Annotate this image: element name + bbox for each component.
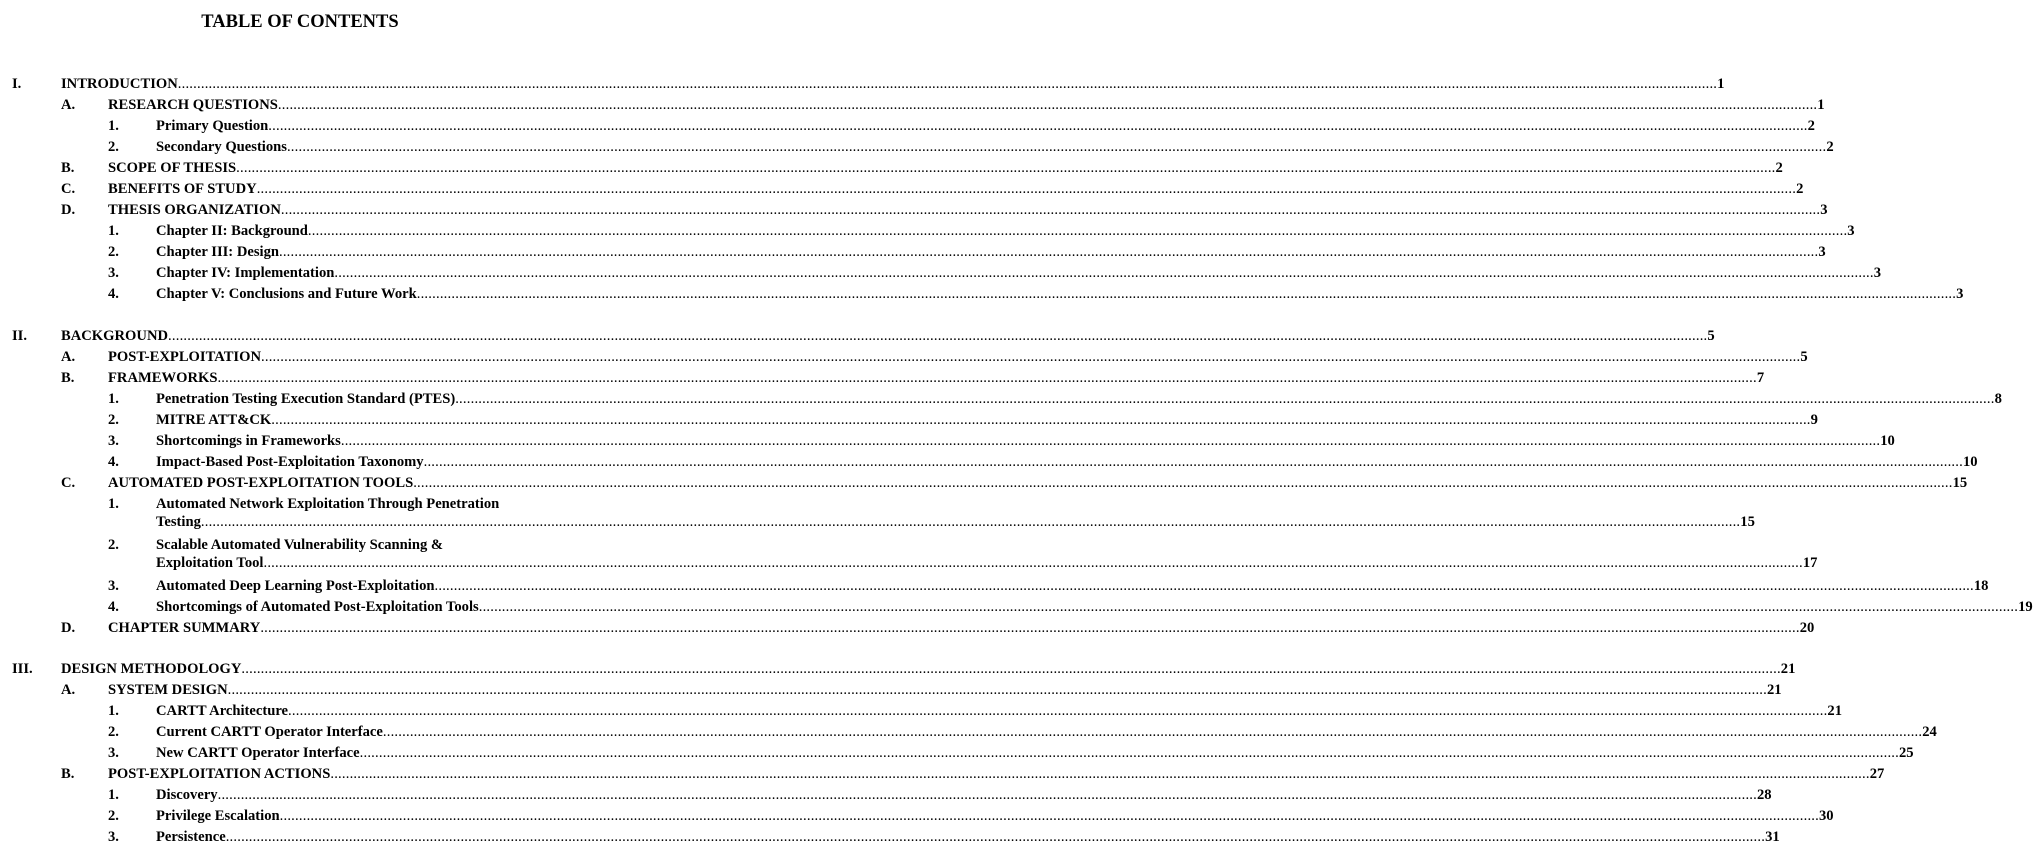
toc-entry-title: Chapter V: Conclusions and Future Work (156, 286, 417, 302)
toc-entry-title: Persistence (156, 829, 226, 845)
toc-entry-number: D. (61, 620, 76, 636)
toc-page-number: 10 (1880, 433, 1895, 449)
dot-leader: ................................................................................................................................................................................................................................................................................................................................................................................................................ (413, 475, 1953, 491)
toc-entry-title[interactable]: Scalable Automated Vulnerability Scanning & (156, 537, 444, 553)
toc-entry-link[interactable] (156, 137, 1834, 157)
dot-leader: ................................................................................................................................................................................................................................................................................................................................................................................................................ (263, 555, 1803, 571)
toc-entry-number: III. (12, 661, 33, 677)
toc-entry-link[interactable] (108, 473, 1968, 493)
dot-leader: ................................................................................................................................................................................................................................................................................................................................................................................................................ (271, 412, 1811, 428)
toc-row-subsection (0, 389, 2002, 409)
toc-row-section (0, 680, 1782, 700)
toc-entry-link[interactable] (156, 785, 1772, 805)
toc-entry-number: 4. (108, 454, 119, 470)
toc-page-number: 30 (1819, 808, 1834, 824)
toc-entry-link[interactable] (156, 221, 1855, 241)
toc-page-number: 15 (1952, 475, 1968, 491)
toc-row-subsection (0, 452, 1978, 472)
page-title: TABLE OF CONTENTS (201, 12, 399, 32)
toc-entry-link[interactable] (156, 806, 1834, 826)
dot-leader: ................................................................................................................................................................................................................................................................................................................................................................................................................ (330, 766, 1870, 782)
toc-entry-title: BENEFITS OF STUDY (108, 181, 257, 197)
toc-entry-title: Penetration Testing Execution Standard (PTES) (156, 391, 456, 407)
toc-entry-title: CHAPTER SUMMARY (108, 620, 261, 636)
toc-row-subsection (0, 827, 1780, 847)
toc-entry-link[interactable] (108, 179, 1804, 199)
toc-row-continuation (0, 512, 1755, 532)
toc-entry-title: Chapter IV: Implementation (156, 265, 335, 281)
toc-entry-number: 1. (108, 223, 119, 239)
toc-page-number: 5 (1800, 349, 1808, 365)
toc-page-number: 7 (1756, 370, 1765, 386)
dot-leader: ................................................................................................................................................................................................................................................................................................................................................................................................................ (177, 76, 1718, 92)
dot-leader: ................................................................................................................................................................................................................................................................................................................................................................................................................ (416, 286, 1957, 302)
toc-page-number: 3 (1847, 223, 1855, 239)
toc-entry-title: Discovery (156, 787, 218, 803)
toc-page-number: 2 (1807, 118, 1815, 134)
toc-row-subsection (0, 576, 1989, 596)
toc-entry-title: INTRODUCTION (61, 76, 178, 92)
toc-row-section (0, 179, 1804, 199)
toc-entry-title: POST-EXPLOITATION ACTIONS (108, 766, 331, 782)
toc-entry-link[interactable] (156, 410, 1818, 430)
toc-entry-number: 2. (108, 808, 119, 824)
toc-entry-link[interactable] (108, 347, 1808, 367)
toc-entry-link[interactable] (61, 326, 1715, 346)
toc-entry-link[interactable] (156, 431, 1895, 451)
dot-leader: ................................................................................................................................................................................................................................................................................................................................................................................................................ (423, 454, 1963, 470)
dot-leader: ................................................................................................................................................................................................................................................................................................................................................................................................................ (168, 328, 1708, 344)
toc-entry-title: FRAMEWORKS (108, 370, 218, 386)
toc-entry-link[interactable] (108, 200, 1828, 220)
toc-entry-number: B. (61, 160, 75, 176)
toc-page-number: 21 (1827, 703, 1843, 719)
toc-page-number: 21 (1780, 661, 1796, 677)
toc-entry-title: Impact-Based Post-Exploitation Taxonomy (156, 454, 424, 470)
toc-entry-link[interactable] (156, 722, 1937, 742)
toc-entry-link[interactable] (156, 116, 1815, 136)
toc-entry-link[interactable] (108, 368, 1765, 388)
toc-entry-title: MITRE ATT&CK (156, 412, 272, 428)
dot-leader: ................................................................................................................................................................................................................................................................................................................................................................................................................ (261, 349, 1801, 365)
toc-page-number: 3 (1820, 202, 1828, 218)
toc-page-number: 28 (1756, 787, 1772, 803)
toc-entry-link[interactable] (156, 701, 1843, 721)
toc-entry-link[interactable] (156, 576, 1989, 596)
toc-page-number: 20 (1799, 620, 1815, 636)
toc-row-subsection (0, 806, 1834, 826)
toc-entry-link[interactable] (108, 680, 1782, 700)
toc-entry-title: THESIS ORGANIZATION (108, 202, 281, 218)
toc-entry-number: 3. (108, 829, 119, 845)
toc-entry-number: B. (61, 766, 75, 782)
toc-row-subsection (0, 535, 600, 555)
toc-page-number: 31 (1765, 829, 1780, 845)
toc-page-number: 5 (1707, 328, 1715, 344)
dot-leader: ................................................................................................................................................................................................................................................................................................................................................................................................................ (334, 265, 1874, 281)
toc-entry-title: Chapter II: Background (156, 223, 308, 239)
toc-entry-title: POST-EXPLOITATION (108, 349, 261, 365)
dot-leader: ................................................................................................................................................................................................................................................................................................................................................................................................................ (279, 808, 1819, 824)
toc-row-subsection (0, 743, 1914, 763)
toc-entry-link[interactable] (108, 158, 1783, 178)
toc-row-subsection (0, 494, 600, 514)
dot-leader: ................................................................................................................................................................................................................................................................................................................................................................................................................ (268, 118, 1808, 134)
toc-entry-title: Current CARTT Operator Interface (156, 724, 383, 740)
toc-row-chapter (0, 659, 1796, 679)
toc-row-chapter (0, 326, 1715, 346)
toc-row-subsection (0, 431, 1895, 451)
toc-row-subsection (0, 785, 1772, 805)
dot-leader: ................................................................................................................................................................................................................................................................................................................................................................................................................ (277, 97, 1818, 113)
toc-entry-title: AUTOMATED POST-EXPLOITATION TOOLS (108, 475, 414, 491)
toc-entry-number: 1. (108, 703, 119, 719)
dot-leader: ................................................................................................................................................................................................................................................................................................................................................................................................................ (359, 745, 1899, 761)
toc-entry-link[interactable] (156, 263, 1882, 283)
toc-entry-number: B. (61, 370, 75, 386)
toc-entry-title: Chapter III: Design (156, 244, 279, 260)
dot-leader: ................................................................................................................................................................................................................................................................................................................................................................................................................ (280, 202, 1821, 218)
toc-entry-link[interactable] (156, 452, 1978, 472)
dot-leader: ................................................................................................................................................................................................................................................................................................................................................................................................................ (382, 724, 1923, 740)
toc-entry-link[interactable] (156, 553, 1818, 573)
toc-row-subsection (0, 221, 1855, 241)
toc-entry-title: New CARTT Operator Interface (156, 745, 360, 761)
toc-page-number: 21 (1767, 682, 1782, 698)
toc-entry-number: 4. (108, 286, 119, 302)
toc-entry-number: 4. (108, 599, 119, 615)
toc-entry-link[interactable] (156, 242, 1826, 262)
toc-page-number: 1 (1717, 76, 1725, 92)
toc-entry-title: CARTT Architecture (156, 703, 289, 719)
toc-entry-number: 1. (108, 787, 119, 803)
toc-entry-title: Secondary Questions (156, 139, 287, 155)
toc-entry-number: 3. (108, 265, 119, 281)
toc-page-number: 9 (1810, 412, 1818, 428)
toc-page-number: 8 (1994, 391, 2002, 407)
toc-page-number: 2 (1775, 160, 1783, 176)
toc-entry-link[interactable] (156, 512, 1755, 532)
toc-entry-number: 2. (108, 724, 119, 740)
toc-page-number: 3 (1873, 265, 1882, 281)
toc-entry-link[interactable] (156, 743, 1914, 763)
toc-entry-number: 3. (108, 578, 119, 594)
toc-page-number: 10 (1962, 454, 1978, 470)
toc-row-subsection (0, 263, 1882, 283)
toc-row-subsection (0, 284, 1964, 304)
toc-entry-number: C. (61, 475, 76, 491)
toc-entry-title: Privilege Escalation (156, 808, 280, 824)
toc-row-section (0, 95, 1825, 115)
toc-entry-number: 2. (108, 412, 119, 428)
dot-leader: ................................................................................................................................................................................................................................................................................................................................................................................................................ (227, 682, 1767, 698)
toc-entry-link[interactable] (108, 764, 1885, 784)
toc-entry-link[interactable] (61, 74, 1725, 94)
toc-entry-number: A. (61, 682, 76, 698)
dot-leader: ................................................................................................................................................................................................................................................................................................................................................................................................................ (307, 223, 1848, 239)
dot-leader: ................................................................................................................................................................................................................................................................................................................................................................................................................ (286, 139, 1827, 155)
toc-entry-number: I. (12, 76, 22, 92)
toc-entry-title-continued: Exploitation Tool (156, 555, 264, 571)
toc-entry-number: 3. (108, 745, 119, 761)
toc-row-section (0, 368, 1765, 388)
toc-page-number: 25 (1899, 745, 1914, 761)
toc-row-subsection (0, 116, 1815, 136)
toc-page-number: 24 (1922, 724, 1937, 740)
toc-entry-title: Shortcomings of Automated Post-Exploitation Tools (156, 599, 479, 615)
toc-entry-title: Shortcomings in Frameworks (156, 433, 341, 449)
toc-entry-number: II. (12, 328, 28, 344)
toc-page-number: 19 (2018, 599, 2033, 615)
toc-row-section (0, 347, 1808, 367)
toc-row-subsection (0, 597, 2033, 617)
toc-entry-link[interactable] (108, 95, 1825, 115)
toc-row-chapter (0, 74, 1725, 94)
dot-leader: ................................................................................................................................................................................................................................................................................................................................................................................................................ (455, 391, 1995, 407)
toc-entry-number: A. (61, 349, 76, 365)
toc-page-number: 27 (1869, 766, 1885, 782)
toc-page-number: 2 (1796, 181, 1804, 197)
dot-leader: ................................................................................................................................................................................................................................................................................................................................................................................................................ (200, 514, 1741, 530)
toc-entry-number: D. (61, 202, 76, 218)
dot-leader: ................................................................................................................................................................................................................................................................................................................................................................................................................ (256, 181, 1797, 197)
toc-entry-title[interactable]: Automated Network Exploitation Through Penetration (156, 496, 500, 512)
toc-entry-title: SCOPE OF THESIS (108, 160, 237, 176)
toc-page-number: 1 (1817, 97, 1825, 113)
toc-entry-link[interactable] (61, 659, 1796, 679)
toc-entry-number: 2. (108, 537, 119, 553)
toc-page-number: 17 (1802, 555, 1818, 571)
dot-leader: ................................................................................................................................................................................................................................................................................................................................................................................................................ (288, 703, 1828, 719)
toc-row-section (0, 200, 1828, 220)
dot-leader: ................................................................................................................................................................................................................................................................................................................................................................................................................ (217, 370, 1757, 386)
toc-entry-number: 3. (108, 433, 119, 449)
dot-leader: ................................................................................................................................................................................................................................................................................................................................................................................................................ (260, 620, 1800, 636)
toc-entry-link[interactable] (156, 597, 2033, 617)
toc-entry-title: BACKGROUND (61, 328, 169, 344)
toc-entry-number: C. (61, 181, 76, 197)
dot-leader: ................................................................................................................................................................................................................................................................................................................................................................................................................ (340, 433, 1881, 449)
toc-entry-title: RESEARCH QUESTIONS (108, 97, 278, 113)
toc-page-number: 2 (1826, 139, 1834, 155)
toc-entry-number: 2. (108, 139, 119, 155)
dot-leader: ................................................................................................................................................................................................................................................................................................................................................................................................................ (478, 599, 2019, 615)
toc-page-number: 3 (1956, 286, 1964, 302)
dot-leader: ................................................................................................................................................................................................................................................................................................................................................................................................................ (217, 787, 1757, 803)
toc-entry-title: DESIGN METHODOLOGY (61, 661, 242, 677)
toc-row-section (0, 764, 1885, 784)
dot-leader: ................................................................................................................................................................................................................................................................................................................................................................................................................ (241, 661, 1781, 677)
dot-leader: ................................................................................................................................................................................................................................................................................................................................................................................................................ (225, 829, 1766, 845)
toc-row-continuation (0, 553, 1818, 573)
toc-row-subsection (0, 137, 1834, 157)
toc-row-section (0, 473, 1968, 493)
toc-entry-title: Automated Deep Learning Post-Exploitation (156, 578, 435, 594)
toc-row-section (0, 618, 1815, 638)
toc-entry-number: 2. (108, 244, 119, 260)
toc-row-subsection (0, 722, 1937, 742)
toc-entry-link[interactable] (108, 618, 1815, 638)
toc-entry-title: SYSTEM DESIGN (108, 682, 228, 698)
toc-page-number: 3 (1818, 244, 1826, 260)
toc-entry-number: 1. (108, 118, 119, 134)
toc-entry-title-continued: Testing (156, 514, 201, 530)
toc-row-subsection (0, 242, 1826, 262)
toc-entry-link[interactable] (156, 827, 1780, 847)
toc-entry-link[interactable] (156, 284, 1964, 304)
toc-page-number: 18 (1973, 578, 1989, 594)
toc-row-subsection (0, 701, 1843, 721)
dot-leader: ................................................................................................................................................................................................................................................................................................................................................................................................................ (278, 244, 1819, 260)
toc-row-section (0, 158, 1783, 178)
toc-entry-title: Primary Question (156, 118, 269, 134)
toc-page-number: 15 (1740, 514, 1755, 530)
toc-entry-number: 1. (108, 496, 119, 512)
toc-entry-number: 1. (108, 391, 119, 407)
dot-leader: ................................................................................................................................................................................................................................................................................................................................................................................................................ (434, 578, 1974, 594)
toc-row-subsection (0, 410, 1818, 430)
dot-leader: ................................................................................................................................................................................................................................................................................................................................................................................................................ (236, 160, 1776, 176)
toc-entry-number: A. (61, 97, 76, 113)
toc-entry-link[interactable] (156, 389, 2002, 409)
